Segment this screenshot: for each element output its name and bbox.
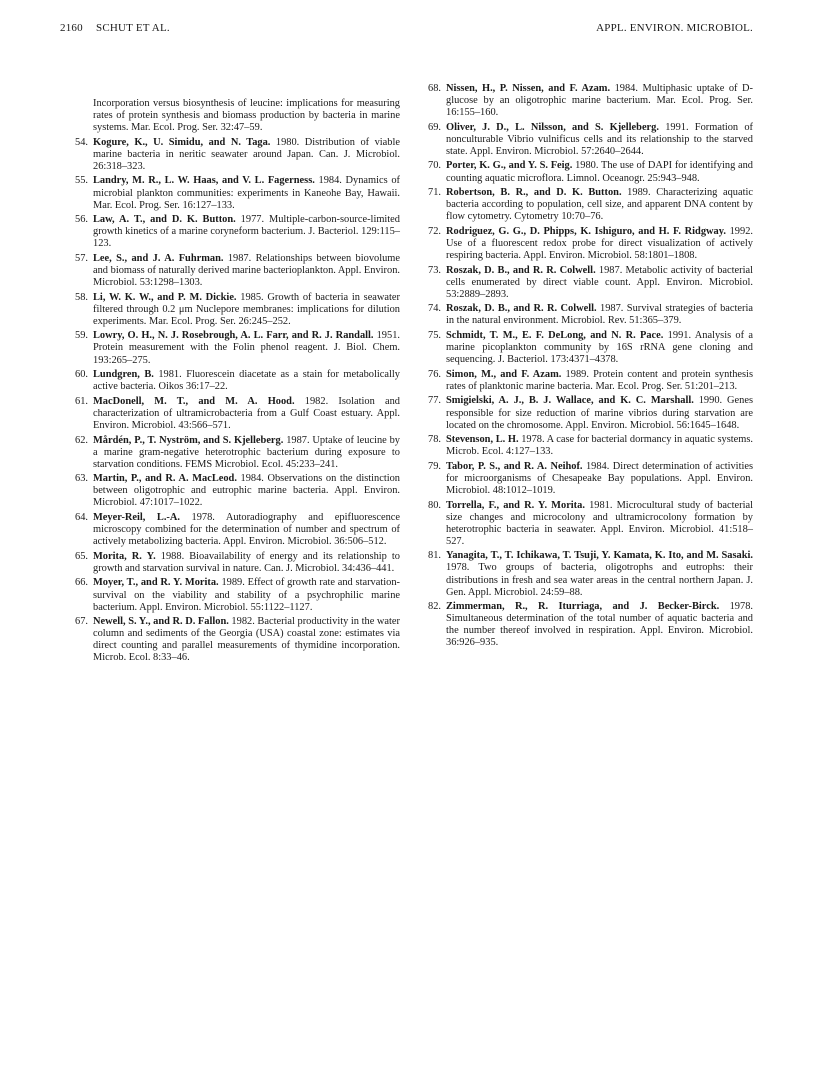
reference-entry xyxy=(428,303,753,327)
reference-text: 1990. Genes responsible for size reduction of marine vibrios during starvation are located on the chromosome. Appl. Environ. Microbiol. 56:1645–1648. xyxy=(446,395,753,431)
reference-entry xyxy=(75,577,400,613)
reference-authors: Yanagita, T., T. Ichikawa, T. Tsuji, Y. Kamata, K. Ito, and M. Sasaki. xyxy=(446,550,753,562)
reference-entry xyxy=(75,175,400,211)
reference-number: 79. xyxy=(428,460,441,472)
reference-number: 71. xyxy=(428,187,441,199)
reference-number: 59. xyxy=(75,330,88,342)
reference-number: 60. xyxy=(75,369,88,381)
reference-authors: Schmidt, T. M., E. F. DeLong, and N. R. Pace. xyxy=(446,330,664,342)
reference-authors: Stevenson, L. H. xyxy=(446,434,519,446)
reference-entry xyxy=(75,137,400,173)
reference-entry xyxy=(75,551,400,575)
running-authors: SCHUT ET AL. xyxy=(96,22,170,34)
reference-entry xyxy=(428,550,753,598)
reference-authors: Lowry, O. H., N. J. Rosebrough, A. L. Farr, and R. J. Randall. xyxy=(93,330,374,342)
reference-text: 1981. Microcultural study of bacterial size changes and microcolony and ultramicrocolony formation by heterotrophic bacteria in seawater. Appl. Environ. Microbiol. 41:518–527. xyxy=(446,499,753,547)
reference-authors: Landry, M. R., L. W. Haas, and V. L. Fagerness. xyxy=(93,175,315,187)
reference-entry xyxy=(75,616,400,664)
reference-number: 76. xyxy=(428,368,441,380)
reference-entry xyxy=(428,187,753,223)
left-column xyxy=(75,98,400,667)
reference-authors: Law, A. T., and D. K. Button. xyxy=(93,214,236,226)
reference-text: 1980. Distribution of viable marine bacteria in neritic seawater around Japan. Can. J. Microbiol. 26:318–323. xyxy=(93,136,400,172)
reference-authors: Lundgren, B. xyxy=(93,369,154,381)
reference-entry xyxy=(428,601,753,649)
reference-entry xyxy=(428,395,753,431)
reference-number: 81. xyxy=(428,550,441,562)
reference-text: 1984. Multiphasic uptake of D-glucose by an oligotrophic marine bacterium. Mar. Ecol. Prog. Ser. 16:155–160. xyxy=(446,83,753,119)
reference-entry xyxy=(75,435,400,471)
reference-authors: Oliver, J. D., L. Nilsson, and S. Kjelleberg. xyxy=(446,121,659,133)
reference-authors: Rodriguez, G. G., D. Phipps, K. Ishiguro, and H. F. Ridgway. xyxy=(446,225,726,237)
reference-entry xyxy=(428,122,753,158)
reference-text: 1987. Relationships between biovolume and biomass of naturally derived marine bacterioplankton. Appl. Environ. Microbiol. 53:1298–1303. xyxy=(93,252,400,289)
reference-authors: Li, W. K. W., and P. M. Dickie. xyxy=(93,291,237,303)
right-column xyxy=(428,83,753,652)
reference-number: 55. xyxy=(75,175,88,187)
reference-text: 1981. Fluorescein diacetate as a stain for metabolically active bacteria. Oikos 36:17–22. xyxy=(93,369,400,393)
reference-text: 1978. Two groups of bacteria, oligotrophs and eutrophs: their distributions in fresh and sea water areas in the central northern Japan. J. Gen. Appl. Microbiol. 24:59–88. xyxy=(446,562,753,598)
page-number: 2160 xyxy=(60,22,83,34)
reference-text: 1984. Dynamics of microbial plankton communities: experiments in Kaneohe Bay, Hawaii. Mar. Ecol. Prog. Ser. 16:127–133. xyxy=(93,175,400,211)
reference-entry xyxy=(428,160,753,184)
reference-entry xyxy=(428,83,753,119)
reference-authors: Morita, R. Y. xyxy=(93,550,156,562)
reference-entry xyxy=(428,369,753,393)
reference-text: 1987. Survival strategies of bacteria in the natural environment. Microbiol. Rev. 51:365–379. xyxy=(446,303,753,327)
reference-number: 82. xyxy=(428,601,441,613)
reference-entry xyxy=(428,330,753,366)
reference-number: 57. xyxy=(75,252,88,264)
reference-text: 1984. Observations on the distinction between oligotrophic and eutrophic marine bacteria. Appl. Environ. Microbiol. 47:1017–1022. xyxy=(93,473,400,509)
reference-authors: Smigielski, A. J., B. J. Wallace, and K. C. Marshall. xyxy=(446,395,694,407)
reference-number: 78. xyxy=(428,434,441,446)
reference-number: 61. xyxy=(75,395,88,407)
reference-entry xyxy=(428,500,753,548)
reference-authors: Moyer, T., and R. Y. Morita. xyxy=(93,577,219,589)
reference-authors: Robertson, B. R., and D. K. Button. xyxy=(446,187,622,199)
reference-text: 1951. Protein measurement with the Folin phenol reagent. J. Biol. Chem. 193:265–275. xyxy=(93,330,400,366)
reference-entry xyxy=(75,292,400,328)
reference-text: 1982. Isolation and characterization of ultramicrobacteria from a Gulf Coast estuary. Appl. Environ. Microbiol. 43:566–571. xyxy=(93,395,400,431)
reference-entry xyxy=(428,461,753,497)
reference-text: 1992. Use of a fluorescent redox probe for direct visualization of actively respiring bacteria. Appl. Environ. Microbiol. 58:1801–1808. xyxy=(446,225,753,261)
reference-text: 1978. Autoradiography and epifluorescence microscopy combined for the determination of number and spectrum of actively metabolizing bacteria. Appl. Environ. Microbiol. 36:506–512. xyxy=(93,512,400,548)
reference-text: 1987. Metabolic activity of bacterial cells enumerated by direct viable count. Appl. Environ. Microbiol. 53:2889–2893. xyxy=(446,264,753,300)
reference-text: 1977. Multiple-carbon-source-limited growth kinetics of a marine coryneform bacterium. J. Bacteriol. 129:115–123. xyxy=(93,214,400,250)
reference-authors: Kogure, K., U. Simidu, and N. Taga. xyxy=(93,136,271,148)
reference-entry xyxy=(428,265,753,301)
reference-number: 80. xyxy=(428,499,441,511)
reference-number: 73. xyxy=(428,264,441,276)
reference-text: 1978. Simultaneous determination of the total number of aquatic bacteria and the number thereof involved in respiration. Appl. Environ. Microbiol. 36:926–935. xyxy=(446,601,753,649)
reference-number: 56. xyxy=(75,214,88,226)
reference-authors: Meyer-Reil, L.-A. xyxy=(93,512,180,524)
reference-entry xyxy=(75,253,400,289)
reference-list-right xyxy=(428,83,753,649)
reference-text: 1989. Protein content and protein synthesis rates of planktonic marine bacteria. Mar. Ecol. Prog. Ser. 51:201–213. xyxy=(446,368,753,392)
reference-entry xyxy=(75,369,400,393)
reference-authors: Newell, S. Y., and R. D. Fallon. xyxy=(93,616,229,628)
reference-text: 1982. Bacterial productivity in the water column and sediments of the Georgia (USA) coastal zone: estimates via direct counting and parallel measurements of thymidine incorporation. Microb. Ecol. 8:33–46. xyxy=(93,616,400,664)
reference-text: 1991. Analysis of a marine picoplankton community by 16S rRNA gene cloning and sequencing. J. Bacteriol. 173:4371–4378. xyxy=(446,330,753,366)
reference-number: 72. xyxy=(428,225,441,237)
reference-authors: Tabor, P. S., and R. A. Neihof. xyxy=(446,460,583,472)
reference-number: 77. xyxy=(428,395,441,407)
reference-continuation: Incorporation versus biosynthesis of leucine: implications for measuring rates of protein synthesis and biomass production by bacteria in marine systems. Mar. Ecol. Prog. Ser. 32:47–59. xyxy=(93,98,400,134)
reference-entry xyxy=(75,473,400,509)
reference-number: 58. xyxy=(75,291,88,303)
reference-number: 54. xyxy=(75,136,88,148)
reference-entry xyxy=(75,396,400,432)
reference-entry xyxy=(75,214,400,250)
reference-authors: Roszak, D. B., and R. R. Colwell. xyxy=(446,303,597,315)
reference-number: 75. xyxy=(428,330,441,342)
reference-text: 1989. Effect of growth rate and starvation-survival on the viability and stability of a psychrophilic marine bacterium. Appl. Environ. Microbiol. 55:1122–1127. xyxy=(93,577,400,613)
reference-number: 66. xyxy=(75,577,88,589)
reference-text: 1988. Bioavailability of energy and its relationship to growth and starvation survival in nature. Can. J. Microbiol. 34:436–441. xyxy=(93,550,400,574)
reference-authors: Simon, M., and F. Azam. xyxy=(446,368,562,380)
reference-text: 1989. Characterizing aquatic bacteria according to population, cell size, and apparent DNA content by flow cytometry. Cytometry 10:70–76. xyxy=(446,187,753,223)
reference-entry xyxy=(428,434,753,458)
reference-entry xyxy=(75,330,400,366)
reference-text: 1985. Growth of bacteria in seawater filtered through 0.2 μm Nuclepore membranes: implications for dilution experiments. Mar. Ecol. Prog. Ser. 26:245–252. xyxy=(93,291,400,327)
reference-text: 1984. Direct determination of activities for microorganisms of Chesapeake Bay populations. Appl. Environ. Microbiol. 48:1012–1019. xyxy=(446,460,753,496)
reference-number: 64. xyxy=(75,512,88,524)
reference-number: 74. xyxy=(428,303,441,315)
reference-authors: Martin, P., and R. A. MacLeod. xyxy=(93,473,237,485)
running-header xyxy=(60,22,753,38)
reference-authors: Roszak, D. B., and R. R. Colwell. xyxy=(446,264,596,276)
reference-number: 68. xyxy=(428,83,441,94)
reference-number: 70. xyxy=(428,160,441,172)
reference-text: 1991. Formation of nonculturable Vibrio vulnificus cells and its relationship to the starved state. Appl. Environ. Microbiol. 57:2640–2644. xyxy=(446,121,753,157)
reference-entry xyxy=(75,512,400,548)
reference-text: 1980. The use of DAPI for identifying and counting aquatic microflora. Limnol. Oceanogr. 25:943–948. xyxy=(446,160,753,184)
reference-entry xyxy=(428,226,753,262)
reference-number: 69. xyxy=(428,121,441,133)
reference-authors: Zimmerman, R., R. Iturriaga, and J. Becker-Birck. xyxy=(446,601,720,613)
reference-authors: Mårdén, P., T. Nyström, and S. Kjelleberg. xyxy=(93,434,284,446)
reference-authors: Porter, K. G., and Y. S. Feig. xyxy=(446,160,573,172)
reference-number: 67. xyxy=(75,616,88,628)
reference-text: 1987. Uptake of leucine by a marine gram-negative heterotrophic bacterium during exposure to starvation conditions. FEMS Microbiol. Ecol. 45:233–241. xyxy=(93,434,400,470)
journal-name: APPL. ENVIRON. MICROBIOL. xyxy=(596,22,753,34)
reference-list-left xyxy=(75,137,400,665)
reference-number: 62. xyxy=(75,434,88,446)
reference-authors: Torrella, F., and R. Y. Morita. xyxy=(446,499,585,511)
reference-authors: Nissen, H., P. Nissen, and F. Azam. xyxy=(446,83,611,94)
reference-text: 1978. A case for bacterial dormancy in aquatic systems. Microb. Ecol. 4:127–133. xyxy=(446,434,753,458)
reference-authors: Lee, S., and J. A. Fuhrman. xyxy=(93,252,224,264)
reference-authors: MacDonell, M. T., and M. A. Hood. xyxy=(93,395,295,407)
reference-number: 65. xyxy=(75,550,88,562)
reference-number: 63. xyxy=(75,473,88,485)
